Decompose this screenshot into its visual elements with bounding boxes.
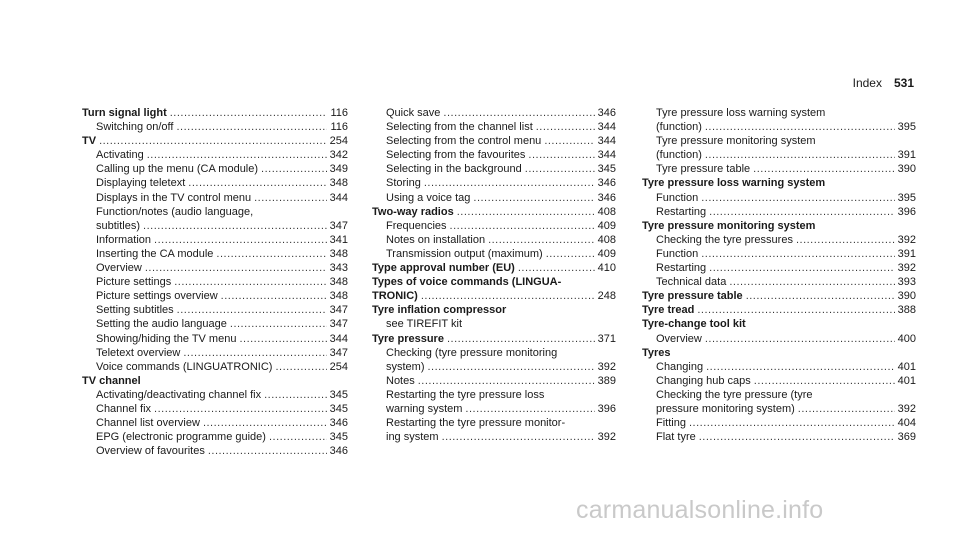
dot-leader	[176, 120, 327, 134]
page-reference: 346	[597, 177, 616, 190]
page-reference: 396	[597, 402, 616, 415]
dot-leader	[264, 388, 327, 402]
index-subentry	[82, 219, 348, 233]
index-subentry	[82, 247, 348, 261]
dot-leader	[473, 191, 594, 205]
dot-leader	[143, 219, 327, 233]
page-reference: 410	[597, 262, 616, 275]
page-reference: 392	[897, 402, 916, 415]
index-subentry	[372, 247, 616, 261]
page-reference: 349	[329, 163, 348, 176]
dot-leader	[275, 360, 326, 374]
dot-leader	[457, 205, 595, 219]
index-subentry	[372, 233, 616, 247]
page-reference: 395	[897, 191, 916, 204]
page-reference: 344	[329, 191, 348, 204]
page-reference: 390	[897, 163, 916, 176]
entry-text: Selecting from the channel list	[386, 121, 533, 134]
dot-leader	[421, 289, 595, 303]
entry-text: Function	[656, 247, 699, 260]
dot-leader	[488, 233, 595, 247]
dot-leader	[697, 303, 894, 317]
page-reference: 392	[597, 360, 616, 373]
page-reference: 346	[329, 445, 348, 458]
index-subentry	[82, 416, 348, 430]
index-subentry	[82, 162, 348, 176]
index-subentry	[372, 134, 616, 148]
entry-text: Setting the audio language	[96, 318, 227, 331]
index-entry	[82, 106, 348, 120]
entry-text: Restarting	[656, 262, 707, 275]
dot-leader	[447, 332, 595, 346]
entry-text: Tyre pressure table	[656, 163, 751, 176]
index-column-2	[372, 106, 616, 444]
entry-text: Turn signal light	[82, 107, 167, 119]
index-subentry	[372, 219, 616, 233]
page-reference: 391	[897, 247, 916, 260]
entry-text: Calling up the menu (CA module)	[96, 163, 259, 176]
dot-leader	[183, 346, 326, 360]
dot-leader	[203, 416, 327, 430]
entry-text: Selecting from the control menu	[386, 135, 542, 148]
index-subentry-line: Tyre pressure loss warning system	[656, 107, 826, 119]
page-header	[853, 76, 914, 90]
entry-text: Overview	[96, 262, 142, 275]
page-reference: 409	[597, 247, 616, 260]
page-reference: 346	[597, 191, 616, 204]
dot-leader	[177, 303, 327, 317]
dot-leader	[221, 289, 327, 303]
index-subentry	[642, 120, 916, 134]
entry-text: Notes	[386, 374, 415, 387]
index-subentry-line: Checking the tyre pressure (tyre	[656, 388, 813, 401]
entry-text: Activating/deactivating channel fix	[96, 388, 262, 401]
index-subentry	[642, 360, 916, 374]
index-subentry	[642, 416, 916, 430]
dot-leader	[754, 374, 895, 388]
index-subentry	[372, 148, 616, 162]
entry-text: Storing	[386, 177, 421, 190]
dot-leader	[518, 261, 595, 275]
header-label: Index	[852, 76, 882, 90]
entry-text: (function)	[656, 121, 702, 134]
page-reference: 348	[329, 290, 348, 303]
index-heading: Tyre pressure monitoring system	[642, 219, 816, 232]
index-subentry	[372, 430, 616, 444]
index-entry	[82, 134, 348, 148]
entry-text: Flat tyre	[656, 431, 696, 444]
index-subentry	[82, 317, 348, 331]
entry-text: Setting subtitles	[96, 304, 174, 317]
entry-text: Technical data	[656, 276, 727, 289]
dot-leader	[154, 402, 327, 416]
dot-leader	[689, 416, 895, 430]
dot-leader	[753, 162, 894, 176]
dot-leader	[525, 162, 595, 176]
page-reference: 409	[597, 219, 616, 232]
dot-leader	[230, 317, 327, 331]
page-reference: 408	[597, 233, 616, 246]
entry-text: Displaying teletext	[96, 177, 186, 190]
index-entry	[372, 205, 616, 219]
entry-text: Showing/hiding the TV menu	[96, 332, 237, 345]
dot-leader	[729, 275, 894, 289]
index-subentry	[372, 360, 616, 374]
entry-text: pressure monitoring system)	[656, 402, 795, 415]
index-subentry	[82, 430, 348, 444]
index-subentry-line: Restarting the tyre pressure loss	[386, 388, 545, 401]
page-reference: 346	[597, 107, 616, 119]
index-subentry	[642, 247, 916, 261]
page-reference: 116	[330, 107, 348, 119]
dot-leader	[450, 219, 595, 233]
entry-text: Picture settings	[96, 276, 172, 289]
page-reference: 408	[597, 205, 616, 218]
page-reference: 401	[897, 374, 916, 387]
page-reference: 389	[597, 374, 616, 387]
dot-leader	[99, 134, 327, 148]
entry-text: Selecting from the favourites	[386, 149, 526, 162]
index-subentry	[372, 106, 616, 120]
index-entry	[642, 303, 916, 317]
dot-leader	[798, 402, 895, 416]
page-reference: 348	[329, 247, 348, 260]
index-subentry	[642, 148, 916, 162]
dot-leader	[536, 120, 595, 134]
index-entry	[372, 261, 616, 275]
entry-text: Function	[656, 191, 699, 204]
index-heading: TV channel	[82, 374, 141, 387]
page-reference: 345	[597, 163, 616, 176]
index-subentry	[642, 430, 916, 444]
index-column-1	[82, 106, 348, 458]
index-subentry	[82, 346, 348, 360]
dot-leader	[261, 162, 327, 176]
index-subentry	[82, 148, 348, 162]
page-reference: 342	[329, 149, 348, 162]
dot-leader	[465, 402, 594, 416]
index-subentry	[82, 388, 348, 402]
index-subentry	[82, 120, 348, 134]
index-subentry-line: Restarting the tyre pressure monitor-	[386, 417, 566, 430]
page-reference: 343	[329, 262, 348, 275]
dot-leader	[701, 247, 894, 261]
page-reference: 400	[897, 332, 916, 345]
entry-text: system)	[386, 360, 425, 373]
dot-leader	[418, 374, 595, 388]
dot-leader	[442, 430, 595, 444]
dot-leader	[544, 134, 594, 148]
index-subentry-line: Function/notes (audio language,	[96, 205, 254, 218]
index-subentry	[82, 261, 348, 275]
index-subentry-line: Tyre pressure monitoring system	[656, 135, 816, 148]
dot-leader	[709, 205, 895, 219]
dot-leader	[705, 148, 895, 162]
entry-text: Type approval number (EU)	[372, 262, 515, 275]
entry-text: Changing	[656, 360, 704, 373]
page-reference: 254	[329, 135, 348, 148]
entry-text: Using a voice tag	[386, 191, 471, 204]
page-reference: 254	[329, 360, 348, 373]
index-subentry	[82, 176, 348, 190]
index-entry	[372, 332, 616, 346]
index-subentry	[372, 176, 616, 190]
page-reference: 391	[897, 149, 916, 162]
entry-text: Two-way radios	[372, 205, 454, 218]
page-reference: 344	[329, 332, 348, 345]
entry-text: TV	[82, 135, 97, 148]
index-subentry	[642, 332, 916, 346]
dot-leader	[709, 261, 895, 275]
page-reference: 392	[897, 233, 916, 246]
dot-leader	[147, 148, 327, 162]
page-reference: 395	[897, 121, 916, 134]
index-subentry	[82, 303, 348, 317]
page-reference: 345	[329, 388, 348, 401]
page-reference: 345	[329, 402, 348, 415]
entry-text: Picture settings overview	[96, 290, 218, 303]
dot-leader	[269, 430, 327, 444]
index-subentry	[82, 233, 348, 247]
dot-leader	[528, 148, 594, 162]
entry-text: Transmission output (maximum)	[386, 247, 543, 260]
page-reference: 346	[329, 417, 348, 430]
dot-leader	[699, 430, 895, 444]
entry-text: Restarting	[656, 205, 707, 218]
page-reference: 344	[597, 121, 616, 134]
entry-text: Switching on/off	[96, 121, 174, 134]
index-subentry-line: see TIREFIT kit	[386, 318, 463, 331]
entry-text: Frequencies	[386, 219, 447, 232]
index-subentry	[372, 162, 616, 176]
page-reference: 390	[897, 290, 916, 303]
index-heading: Tyre-change tool kit	[642, 318, 746, 331]
index-subentry	[372, 402, 616, 416]
index-subentry	[642, 261, 916, 275]
entry-text: Overview of favourites	[96, 445, 205, 458]
index-subentry	[82, 332, 348, 346]
entry-text: Fitting	[656, 417, 686, 430]
index-subentry	[82, 444, 348, 458]
entry-text: subtitles)	[96, 219, 141, 232]
index-subentry	[642, 162, 916, 176]
index-column-3	[642, 106, 916, 444]
dot-leader	[796, 233, 895, 247]
dot-leader	[188, 176, 326, 190]
dot-leader	[705, 120, 895, 134]
dot-leader	[546, 247, 595, 261]
index-subentry	[642, 233, 916, 247]
dot-leader	[705, 332, 895, 346]
index-subentry	[642, 402, 916, 416]
entry-text: Quick save	[386, 107, 441, 119]
page-reference: 348	[329, 276, 348, 289]
index-subentry	[372, 191, 616, 205]
index-subentry	[642, 374, 916, 388]
page-reference: 393	[897, 276, 916, 289]
index-entry	[372, 289, 616, 303]
entry-text: TRONIC)	[372, 290, 418, 303]
dot-leader	[239, 332, 326, 346]
index-subentry	[82, 360, 348, 374]
index-entry	[642, 289, 916, 303]
page-reference: 347	[329, 219, 348, 232]
index-subentry	[82, 275, 348, 289]
index-subentry-line: Checking (tyre pressure monitoring	[386, 346, 558, 359]
entry-text: Notes on installation	[386, 233, 486, 246]
entry-text: ing system	[386, 431, 439, 444]
entry-text: Selecting in the background	[386, 163, 522, 176]
page-reference: 369	[897, 431, 916, 444]
dot-leader	[706, 360, 895, 374]
watermark: carmanualsonline.info	[576, 496, 824, 524]
page-reference: 116	[330, 121, 348, 134]
entry-text: Inserting the CA module	[96, 247, 214, 260]
dot-leader	[254, 191, 327, 205]
page-reference: 392	[597, 431, 616, 444]
dot-leader	[216, 247, 326, 261]
index-heading: Tyres	[642, 346, 671, 359]
page-reference: 345	[329, 431, 348, 444]
dot-leader	[208, 444, 327, 458]
entry-text: Checking the tyre pressures	[656, 233, 793, 246]
page-reference: 401	[897, 360, 916, 373]
entry-text: Teletext overview	[96, 346, 181, 359]
page-reference: 396	[897, 205, 916, 218]
entry-text: Channel list overview	[96, 417, 200, 430]
entry-text: (function)	[656, 149, 702, 162]
index-subentry	[82, 289, 348, 303]
page-number: 531	[893, 76, 914, 90]
page-reference: 344	[597, 149, 616, 162]
index-heading: Types of voice commands (LINGUA-	[372, 276, 562, 289]
entry-text: Voice commands (LINGUATRONIC)	[96, 360, 273, 373]
entry-text: Changing hub caps	[656, 374, 751, 387]
entry-text: warning system	[386, 402, 463, 415]
page-reference: 348	[329, 177, 348, 190]
dot-leader	[154, 233, 327, 247]
index-subentry	[82, 191, 348, 205]
entry-text: Displays in the TV control menu	[96, 191, 252, 204]
page-reference: 347	[329, 346, 348, 359]
page-reference: 347	[329, 318, 348, 331]
index-subentry	[82, 402, 348, 416]
index-subentry	[642, 275, 916, 289]
dot-leader	[174, 275, 326, 289]
entry-text: Activating	[96, 149, 144, 162]
page-reference: 248	[597, 290, 616, 303]
dot-leader	[145, 261, 327, 275]
page-reference: 388	[897, 304, 916, 317]
dot-leader	[424, 176, 595, 190]
index-subentry	[642, 191, 916, 205]
dot-leader	[746, 289, 895, 303]
entry-text: Tyre pressure table	[642, 290, 743, 303]
page-reference: 371	[597, 332, 616, 345]
index-heading: Tyre pressure loss warning system	[642, 177, 826, 190]
entry-text: Overview	[656, 332, 702, 345]
entry-text: Tyre pressure	[372, 332, 444, 345]
dot-leader	[701, 191, 894, 205]
index-subentry	[372, 120, 616, 134]
entry-text: Tyre tread	[642, 304, 695, 317]
dot-leader	[428, 360, 595, 374]
dot-leader	[443, 106, 594, 120]
index-subentry	[372, 374, 616, 388]
page-reference: 341	[329, 233, 348, 246]
entry-text: Channel fix	[96, 402, 152, 415]
dot-leader	[170, 106, 328, 120]
page-reference: 404	[897, 417, 916, 430]
page-reference: 392	[897, 262, 916, 275]
index-subentry	[642, 205, 916, 219]
entry-text: EPG (electronic programme guide)	[96, 431, 266, 444]
page-reference: 344	[597, 135, 616, 148]
page-reference: 347	[329, 304, 348, 317]
index-heading: Tyre inflation compressor	[372, 304, 507, 317]
entry-text: Information	[96, 233, 152, 246]
